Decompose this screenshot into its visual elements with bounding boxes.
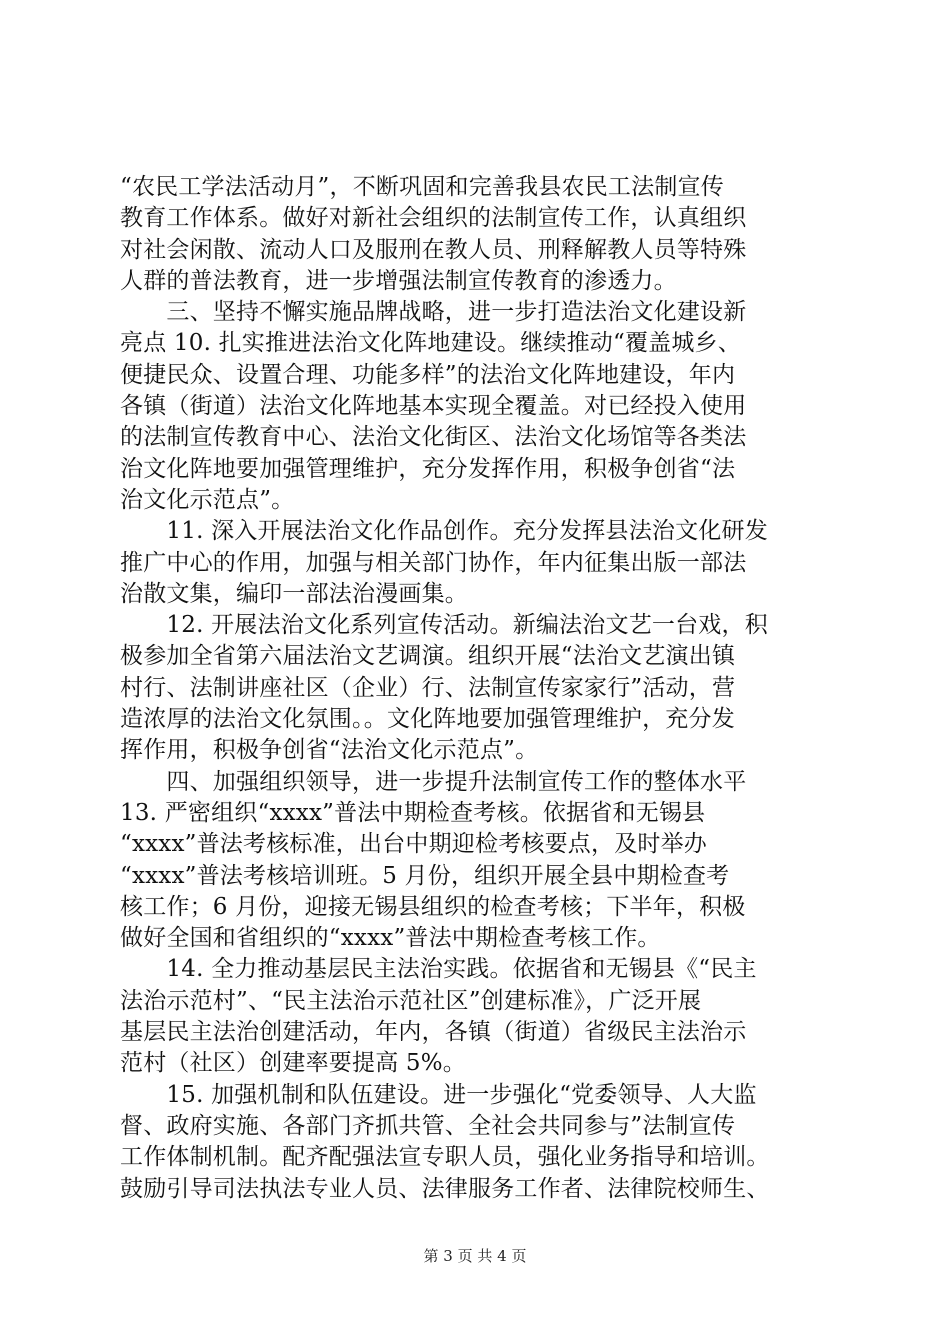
- text-line-18: 造浓厚的法治文化氛围。。文化阵地要加强管理维护，充分发: [120, 706, 735, 733]
- text-line-28: 基层民主法治创建活动，年内，各镇（街道）省级民主法治示: [120, 1019, 747, 1046]
- page-footer: [0, 1246, 950, 1266]
- text-line-9: 的法制宣传教育中心、法治文化街区、法治文化场馆等各类法: [120, 424, 747, 451]
- text-line-22: “xxxx”普法考核标准，出台中期迎检考核要点，及时举办: [120, 831, 708, 858]
- text-line-14: 治散文集，编印一部法治漫画集。: [120, 580, 468, 607]
- text-line-7: 便捷民众、设置合理、功能多样”的法治文化阵地建设，年内: [120, 361, 736, 388]
- text-line-29: 范村（社区）创建率要提高 5%。: [120, 1050, 466, 1077]
- text-line-8: 各镇（街道）法治文化阵地基本实现全覆盖。对已经投入使用: [120, 393, 747, 420]
- document-body: [120, 172, 840, 1205]
- text-line-2: 教育工作体系。做好对新社会组织的法制宣传工作，认真组织: [120, 205, 747, 232]
- text-line-3: 对社会闲散、流动人口及服刑在教人员、刑释解教人员等特殊: [120, 236, 747, 263]
- text-line-20: 四、加强组织领导，进一步提升法制宣传工作的整体水平: [120, 768, 747, 795]
- text-line-15: 12. 开展法治文化系列宣传活动。新编法治文艺一台戏，积: [120, 612, 768, 639]
- text-line-10: 治文化阵地要加强管理维护，充分发挥作用，积极争创省“法: [120, 455, 736, 482]
- page-number-label: 第 3 页 共 4 页: [423, 1247, 527, 1265]
- text-line-31: 督、政府实施、各部门齐抓共管、全社会共同参与”法制宣传: [120, 1112, 736, 1139]
- text-line-33: 鼓励引导司法执法专业人员、法律服务工作者、法律院校师生、: [120, 1175, 770, 1202]
- text-line-12: 11. 深入开展法治文化作品创作。充分发挥县法治文化研发: [120, 518, 768, 545]
- text-line-32: 工作体制机制。配齐配强法宣专职人员，强化业务指导和培训。: [120, 1144, 770, 1171]
- text-line-21: 13. 严密组织“xxxx”普法中期检查考核。依据省和无锡县: [120, 799, 706, 826]
- text-line-11: 治文化示范点”。: [120, 486, 295, 513]
- text-line-6: 亮点 10. 扎实推进法治文化阵地建设。继续推动“覆盖城乡、: [120, 330, 741, 357]
- text-line-5: 三、坚持不懈实施品牌战略，进一步打造法治文化建设新: [120, 299, 747, 326]
- text-line-23: “xxxx”普法考核培训班。5 月份，组织开展全县中期检查考: [120, 862, 730, 889]
- text-line-4: 人群的普法教育，进一步增强法制宣传教育的渗透力。: [120, 267, 677, 294]
- text-line-26: 14. 全力推动基层民主法治实践。依据省和无锡县《“民主: [120, 956, 757, 983]
- text-line-16: 极参加全省第六届法治文艺调演。组织开展“法治文艺演出镇: [120, 643, 736, 670]
- text-line-17: 村行、法制讲座社区（企业）行、法制宣传家家行”活动，营: [120, 674, 736, 701]
- text-line-30: 15. 加强机制和队伍建设。进一步强化“党委领导、人大监: [120, 1081, 757, 1108]
- text-line-19: 挥作用，积极争创省“法治文化示范点”。: [120, 737, 539, 764]
- text-line-27: 法治示范村”、“民主法治示范社区”创建标准》，广泛开展: [120, 987, 702, 1014]
- text-line-25: 做好全国和省组织的“xxxx”普法中期检查考核工作。: [120, 925, 661, 952]
- text-line-24: 核工作；6 月份，迎接无锡县组织的检查考核；下半年，积极: [120, 893, 746, 920]
- text-line-13: 推广中心的作用，加强与相关部门协作，年内征集出版一部法: [120, 549, 747, 576]
- text-line-1: “农民工学法活动月”，不断巩固和完善我县农民工法制宣传: [120, 174, 724, 200]
